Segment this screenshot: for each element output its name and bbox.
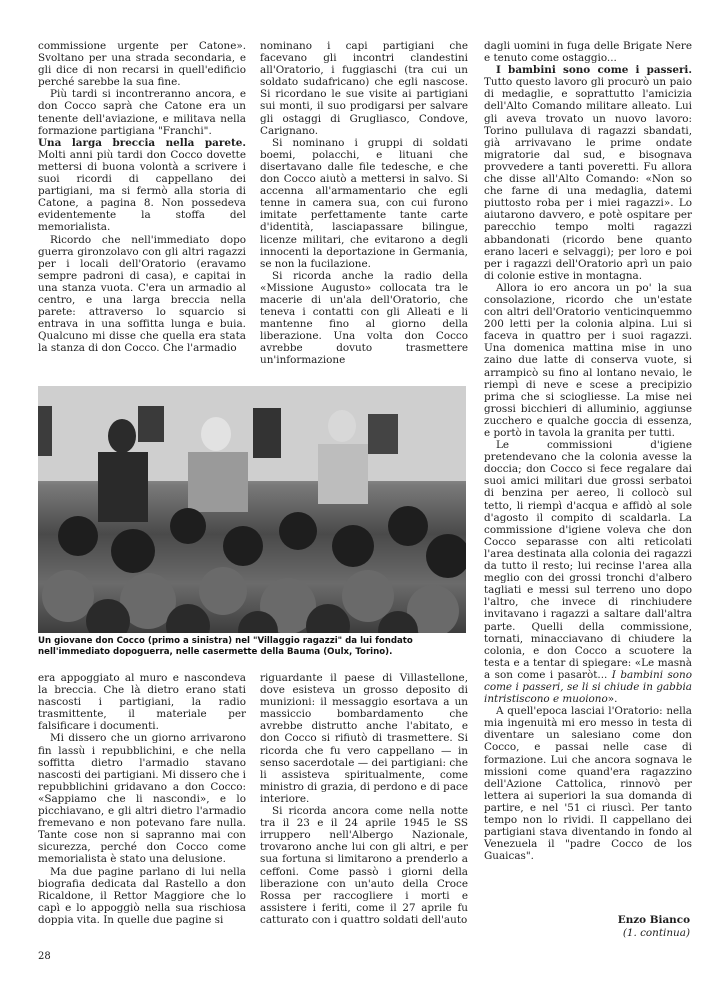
- column-1-bottom: [38, 672, 246, 926]
- column-2-top: [260, 40, 468, 367]
- paragraph-text: Tutto questo lavoro gli procurò un paio di medaglie, e soprattutto l'amicizia dell'Alto Comando militare alleato. Lui gli aveva trovato un nuovo lavoro: Torino pullulava di ragazzi sbandati, già arrivavano le prime ondate migratorie dal sud, e bisognava provvedere a tanti poveretti. Fu allora che disse all'Alto Comando: «Non so che farne di una medaglia, datemi piuttosto roba per i miei ragazzi». Lo aiutarono davvero, e potè ospitare per parecchio tempo molti ragazzi abbandonati (ricordo bene quanto erano laceri e selvaggi); per loro e poi per i ragazzi dell'Oratorio aprì un paio di colonie estive in montagna.: [484, 76, 692, 282]
- author-signature: [560, 914, 690, 940]
- paragraph-text: Si nominano i gruppi di soldati boemi, polacchi, e lituani che disertavano dalle file tedesche, e che don Cocco aiutò a mettersi in salvo. Si accenna all'armamentario che egli tenne in camera sua, con cui furono imitate perfettamente tante carte d'identità, lasciapassare bilingue, licenze militari, che evitarono a degli innocenti la deportazione in Germania, se non la fucilazione.: [260, 136, 468, 270]
- paragraph-text: dagli uomini in fuga delle Brigate Nere e tenuto come ostaggio...: [484, 40, 692, 65]
- photo-caption: Un giovane don Cocco (primo a sinistra) nel "Villaggio ragazzi" da lui fondato nell'immediato dopoguerra, nelle casermette della Bauma (Oulx, Torino).: [38, 636, 413, 657]
- paragraph: [38, 88, 246, 136]
- paragraph-text: commissione urgente per Catone». Svoltano per una strada secondaria, e gli dice di non recarsi in quell'edificio perché sarebbe la sua fine.: [38, 40, 246, 89]
- paragraph-text: Mi dissero che un giorno arrivarono fin lassù i repubblichini, e che nella soffitta dietro l'armadio stavano nascosti dei partigiani. Mi dissero che i repubblichini gridavano a don Cocco: «Sappiamo che li nascondi», e lo picchiavano, e gli altri dietro l'armadio fremevano e non potevano fare nulla. Tante cose non si sapranno mai con sicurezza, perché don Cocco come memorialista è stato una delusione.: [38, 732, 246, 866]
- paragraph-text: Si ricorda ancora come nella notte tra il 23 e il 24 aprile 1945 le SS irruppero nell'Albergo Nazionale, trovarono anche lui con gli altri, e per sua fortuna si limitarono a prenderlo a ceffoni. Come passò i giorni della liberazione con un'auto della Croce Rossa per raccogliere i morti e assistere i feriti, come il 27 aprile fu catturato con i quattro soldati dell'auto: [260, 805, 468, 926]
- paragraph-text: Più tardi si incontreranno ancora, e don Cocco saprà che Catone era un tenente dell'aviazione, e militava nella formazione partigiana "Franchi".: [38, 88, 246, 137]
- paragraph: [484, 705, 692, 862]
- section-heading: Una larga breccia nella parete.: [38, 136, 246, 149]
- photo-don-cocco-with-boys: [38, 386, 466, 633]
- paragraph: [260, 672, 468, 805]
- paragraph-text: Ricordo che nell'immediato dopo guerra gironzolavo con gli altri ragazzi per i locali dell'Oratorio (eravamo sempre padroni di casa), e capitai in una stanza vuota. C'era un armadio al centro, e una larga breccia nella parete: attraverso lo squarcio si entrava in una soffitta lunga e buia. Qualcuno mi disse che quella era stata la stanza di don Cocco. Che l'armadio: [38, 233, 246, 355]
- column-2-bottom: [260, 672, 468, 926]
- paragraph: [484, 282, 692, 439]
- paragraph: [38, 40, 246, 88]
- paragraph: [260, 137, 468, 270]
- column-1-top: [38, 40, 246, 354]
- continua-note: (1. continua): [622, 927, 690, 939]
- paragraph-tail: ».: [607, 693, 618, 706]
- paragraph: [260, 805, 468, 926]
- section-heading: I bambini sono come i passeri.: [496, 64, 692, 77]
- paragraph-text: riguardante il paese di Villastellone, dove esisteva un grosso deposito di munizioni: il messaggio esortava a un massiccio bombardamento che avrebbe distrutto anche l'abitato, e don Cocco si rifiutò di trasmettere. Si ricorda che fu vero cappellano — in senso sacerdotale — dei partigiani: che li assisteva spiritualmente, come ministro di grazia, di perdono e di pace interiore.: [260, 672, 468, 805]
- column-3: [484, 40, 692, 862]
- paragraph: [484, 439, 692, 705]
- paragraph-text: Si ricorda anche la radio della «Missione Augusto» collocata tra le macerie di un'ala dell'Oratorio, che teneva i contatti con gli Alleati e li mantenne fino al giorno della liberazione. Una volta don Cocco avrebbe dovuto trasmettere un'informazione: [260, 269, 468, 367]
- paragraph-text: era appoggiato al muro e nascondeva la breccia. Che là dietro erano stati nascosti i partigiani, la radio trasmittente, il materiale per falsificare i documenti.: [38, 672, 246, 733]
- paragraph: [38, 732, 246, 865]
- paragraph-text: Molti anni più tardi don Cocco dovette mettersi di buona volontà a scrivere i suoi ricordi di cappellano dei partigiani, ma si fermò alla storia di Catone, a pagina 8. Non possedeva evidentemente la stoffa del memorialista.: [38, 148, 246, 234]
- paragraph: [260, 270, 468, 367]
- italic-quote: I bambini sono come i passeri, se li si chiude in gabbia intristiscono e muoiono: [484, 668, 692, 706]
- paragraph: [260, 40, 468, 137]
- paragraph: [38, 866, 246, 926]
- photo-illustration: [38, 386, 466, 633]
- author-name: Enzo Bianco: [617, 914, 690, 926]
- paragraph-text: Allora io ero ancora un po' la sua consolazione, ricordo che un'estate con altri dell'Oratorio venticinquemmo 200 letti per la colonia alpina. Lui si faceva in quattro per i suoi ragazzi. Una domenica mattina mise in uno zaino due latte di conserva vuote, si arrampicò su fino al lontano nevaio, le riempì di neve e scese a precipizio prima che si sciogliesse. La mise nei grossi bicchieri di alluminio, aggiunse zucchero e qualche goccia di essenza, e portò in tavola la granita per tutti.: [484, 281, 692, 439]
- paragraph-text: A quell'epoca lasciai l'Oratorio: nella mia ingenuità mi ero messo in testa di diventare un salesiano come don Cocco, e passai nelle case di formazione. Lui che ancora sognava le missioni come quand'era ragazzino dell'Azione Cattolica, rinnovò per lettera ai superiori la sua domanda di partire, e nel '51 ci riuscì. Per tanto tempo non lo rividi. Il cappellano dei partigiani stava diventando in fondo al Venezuela il "padre Cocco de los Guaicas".: [484, 705, 692, 863]
- paragraph: [484, 40, 692, 64]
- paragraph-text: Ma due pagine parlano di lui nella biografia dedicata dal Rastello a don Ricaldone, il Rettor Maggiore che lo capì e lo appoggiò nella sua rischiosa doppia vita. In quelle due pagine si: [38, 865, 246, 926]
- paragraph: [38, 234, 246, 355]
- paragraph-text: nominano i capi partigiani che facevano gli incontri clandestini all'Oratorio, i fuggiaschi (tra cui un soldato sudafricano) che egli nascose. Si ricordano le sue visite ai partigiani sui monti, il suo prodigarsi per salvare gli ostaggi di Grugliasco, Condove, Carignano.: [260, 40, 468, 137]
- paragraph: [38, 137, 246, 234]
- paragraph: [38, 672, 246, 732]
- page-number: 28: [38, 951, 51, 962]
- paragraph: [484, 64, 692, 282]
- paragraph-text: Le commissioni d'igiene pretendevano che la colonia avesse la doccia; don Cocco si fece regalare dai suoi amici militari due grossi serbatoi di benzina per aereo, li collocò sul tetto, li riempì d'acqua e affidò al sole d'agosto il compito di scaldarla. La commissione d'igiene voleva che don Cocco separasse con alti reticolati l'area destinata alla colonia dei ragazzi da tutto il resto; lui recinse l'area alla meglio con dei grossi tronchi d'albero tagliati e messi sul terreno uno dopo l'altro, che invece di rinchiudere invitavano i ragazzi a saltare dall'altra parte. Quelli della commissione, tornati, minacciavano di chiudere la colonia, e don Cocco a scuotere la testa e a tentar di spiegare: «Le masnà a son come i pasaròt...: [484, 439, 692, 681]
